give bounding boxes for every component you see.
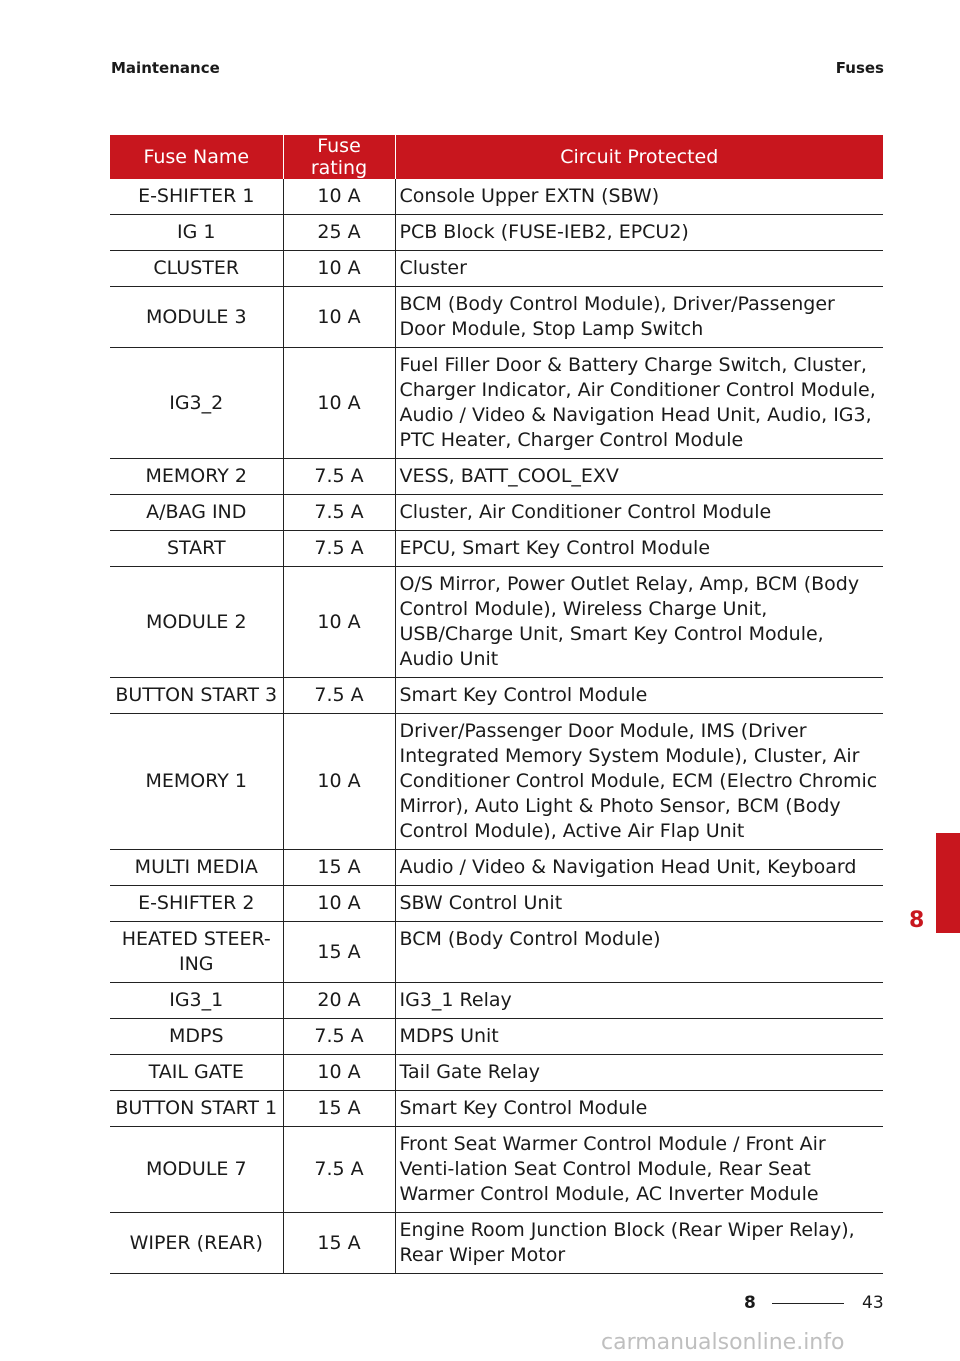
fuse-rating-cell: 10 A [283, 348, 395, 459]
fuse-rating-cell: 10 A [283, 886, 395, 922]
table-row [110, 1213, 883, 1274]
circuit-cell: O/S Mirror, Power Outlet Relay, Amp, BCM (Body Control Module), Wireless Charge Unit, USB/Charge Unit, Smart Key Control Module, Audio Unit [395, 567, 883, 678]
fuse-rating-cell: 20 A [283, 983, 395, 1019]
circuit-cell: Engine Room Junction Block (Rear Wiper Relay), Rear Wiper Motor [395, 1213, 883, 1274]
fuse-name-cell: MODULE 7 [110, 1127, 283, 1213]
table-row [110, 459, 883, 495]
circuit-cell: BCM (Body Control Module), Driver/Passenger Door Module, Stop Lamp Switch [395, 287, 883, 348]
table-header-row [110, 135, 883, 179]
fuse-rating-cell: 7.5 A [283, 1127, 395, 1213]
table-row [110, 886, 883, 922]
circuit-cell: Tail Gate Relay [395, 1055, 883, 1091]
fuse-name-cell: START [110, 531, 283, 567]
section-title: Maintenance [111, 59, 220, 77]
fuse-rating-cell: 10 A [283, 287, 395, 348]
fuse-rating-cell: 15 A [283, 850, 395, 886]
fuse-rating-cell: 10 A [283, 714, 395, 850]
circuit-cell: BCM (Body Control Module) [395, 922, 883, 983]
fuse-name-cell: IG3_2 [110, 348, 283, 459]
table-row [110, 714, 883, 850]
table-row [110, 922, 883, 983]
fuse-rating-cell: 7.5 A [283, 495, 395, 531]
fuse-name-cell: IG 1 [110, 215, 283, 251]
chapter-side-tab [936, 833, 960, 933]
circuit-cell: Cluster [395, 251, 883, 287]
table-row [110, 348, 883, 459]
circuit-cell: PCB Block (FUSE-IEB2, EPCU2) [395, 215, 883, 251]
fuse-rating-cell: 7.5 A [283, 678, 395, 714]
fuse-rating-cell: 10 A [283, 179, 395, 215]
fuse-rating-cell: 7.5 A [283, 531, 395, 567]
fuse-name-cell: MODULE 3 [110, 287, 283, 348]
fuse-name-cell: MEMORY 2 [110, 459, 283, 495]
fuse-name-cell: BUTTON START 1 [110, 1091, 283, 1127]
circuit-cell: EPCU, Smart Key Control Module [395, 531, 883, 567]
circuit-cell: Audio / Video & Navigation Head Unit, Keyboard [395, 850, 883, 886]
table-row [110, 567, 883, 678]
table-row [110, 179, 883, 215]
fuse-name-cell: HEATED STEER-ING [110, 922, 283, 983]
circuit-cell: SBW Control Unit [395, 886, 883, 922]
fuse-table [110, 135, 883, 1274]
circuit-cell: Front Seat Warmer Control Module / Front Air Venti-lation Seat Control Module, Rear Seat Warmer Control Module, AC Inverter Module [395, 1127, 883, 1213]
fuse-rating-cell: 10 A [283, 251, 395, 287]
fuse-name-cell: TAIL GATE [110, 1055, 283, 1091]
fuse-name-cell: CLUSTER [110, 251, 283, 287]
fuse-rating-cell: 7.5 A [283, 1019, 395, 1055]
table-row [110, 287, 883, 348]
table-row [110, 1019, 883, 1055]
fuse-name-cell: E-SHIFTER 1 [110, 179, 283, 215]
table-row [110, 251, 883, 287]
table-row [110, 215, 883, 251]
fuse-rating-cell: 10 A [283, 567, 395, 678]
table-row [110, 531, 883, 567]
column-header-fuse-rating: Fuse rating [283, 135, 395, 179]
circuit-cell: Driver/Passenger Door Module, IMS (Driver Integrated Memory System Module), Cluster, Air Conditioner Control Module, ECM (Electro Chromic Mirror), Auto Light & Photo Sensor, BCM (Body Control Module), Active Air Flap Unit [395, 714, 883, 850]
circuit-cell: Smart Key Control Module [395, 678, 883, 714]
chapter-side-tab-label: 8 [909, 908, 925, 933]
circuit-cell: Smart Key Control Module [395, 1091, 883, 1127]
column-header-fuse-name: Fuse Name [110, 135, 283, 179]
fuse-rating-cell: 15 A [283, 922, 395, 983]
fuse-rating-cell: 15 A [283, 1213, 395, 1274]
fuse-name-cell: MODULE 2 [110, 567, 283, 678]
fuse-name-cell: MDPS [110, 1019, 283, 1055]
table-row [110, 850, 883, 886]
footer-chapter-number: 8 [744, 1293, 756, 1313]
fuse-name-cell: WIPER (REAR) [110, 1213, 283, 1274]
watermark: carmanualsonline.info [601, 1330, 845, 1355]
fuse-name-cell: MEMORY 1 [110, 714, 283, 850]
fuse-rating-cell: 10 A [283, 1055, 395, 1091]
topic-title: Fuses [835, 59, 884, 77]
fuse-name-cell: A/BAG IND [110, 495, 283, 531]
circuit-cell: VESS, BATT_COOL_EXV [395, 459, 883, 495]
footer-divider [772, 1303, 844, 1304]
fuse-name-cell: MULTI MEDIA [110, 850, 283, 886]
table-row [110, 495, 883, 531]
table-row [110, 1091, 883, 1127]
fuse-name-cell: BUTTON START 3 [110, 678, 283, 714]
table-row [110, 1127, 883, 1213]
fuse-rating-cell: 25 A [283, 215, 395, 251]
circuit-cell: IG3_1 Relay [395, 983, 883, 1019]
fuse-rating-cell: 7.5 A [283, 459, 395, 495]
footer-page-number: 43 [862, 1293, 884, 1313]
table-row [110, 678, 883, 714]
fuse-name-cell: IG3_1 [110, 983, 283, 1019]
fuse-name-cell: E-SHIFTER 2 [110, 886, 283, 922]
table-row [110, 1055, 883, 1091]
circuit-cell: Fuel Filler Door & Battery Charge Switch, Cluster, Charger Indicator, Air Conditioner Control Module, Audio / Video & Navigation Head Unit, Audio, IG3, PTC Heater, Charger Control Module [395, 348, 883, 459]
fuse-rating-cell: 15 A [283, 1091, 395, 1127]
table-row [110, 983, 883, 1019]
column-header-circuit-protected: Circuit Protected [395, 135, 883, 179]
circuit-cell: MDPS Unit [395, 1019, 883, 1055]
circuit-cell: Console Upper EXTN (SBW) [395, 179, 883, 215]
circuit-cell: Cluster, Air Conditioner Control Module [395, 495, 883, 531]
